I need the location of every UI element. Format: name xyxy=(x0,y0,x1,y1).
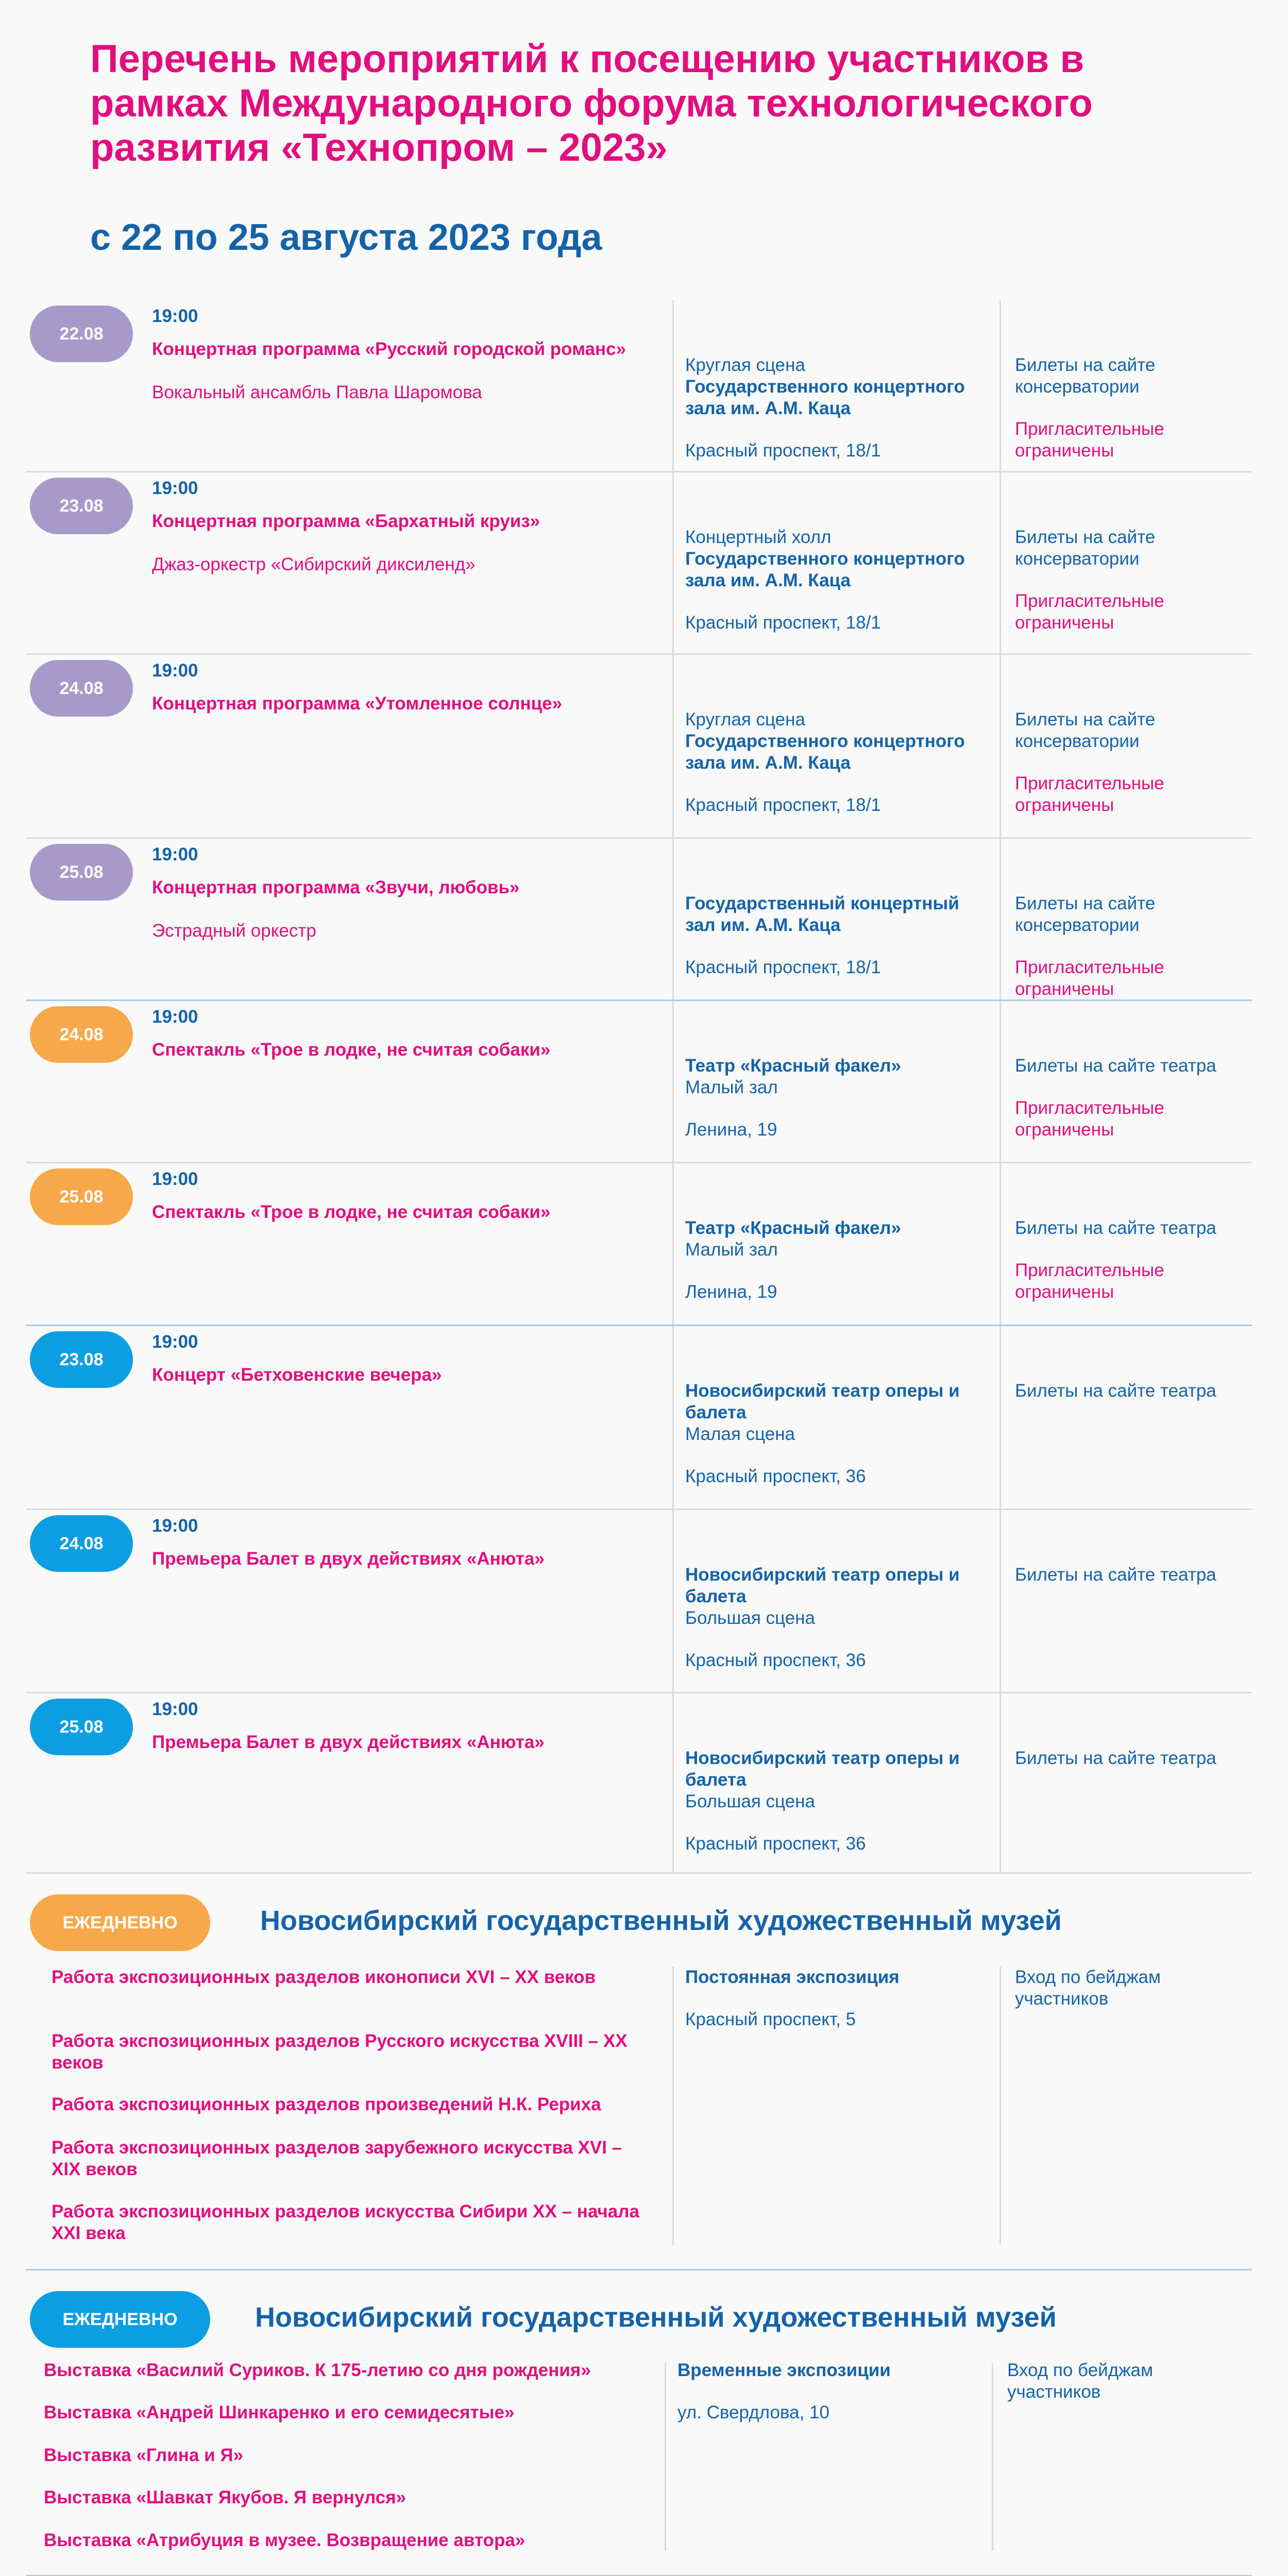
event-name: Концерт «Бетховенские вечера» xyxy=(152,1365,442,1385)
museum-title: Новосибирский государственный художественный музей xyxy=(260,1905,1062,1936)
venue-name: Новосибирский театр оперы и балета xyxy=(685,1565,960,1606)
column-divider xyxy=(672,655,674,837)
invite-note: Пригласительные ограничены xyxy=(1015,957,1164,999)
venue xyxy=(685,354,989,462)
invite-note: Пригласительные ограничены xyxy=(1015,419,1164,461)
tickets-note: Билеты на сайте консерватории xyxy=(1015,527,1156,569)
venue xyxy=(685,1748,989,1855)
invite-note: Пригласительные ограничены xyxy=(1015,1098,1164,1140)
date-badge: 25.08 xyxy=(30,1699,133,1755)
invite-note: Пригласительные ограничены xyxy=(1015,591,1164,633)
event-name: Спектакль «Трое в лодке, не считая собаки» xyxy=(152,1040,551,1060)
venue-name: Государственного концертного зала им. А.М. Каца xyxy=(685,731,965,773)
ticket-info xyxy=(1015,1748,1231,1769)
column-divider xyxy=(999,300,1001,471)
venue-address: Ленина, 19 xyxy=(685,1282,777,1302)
venue-name: Новосибирский театр оперы и балета xyxy=(685,1748,960,1790)
venue xyxy=(685,1564,989,1671)
exhibit-item: Работа экспозиционных разделов произведений Н.К. Рериха xyxy=(52,2094,601,2114)
venue-hall: Большая сцена xyxy=(685,1791,815,1811)
event-row xyxy=(26,655,1252,839)
event-row xyxy=(26,1693,1252,1874)
date-badge: 22.08 xyxy=(30,306,133,362)
column-divider xyxy=(672,1163,674,1325)
tickets-note: Билеты на сайте театра xyxy=(1015,1748,1216,1768)
column-divider xyxy=(999,1163,1001,1325)
ticket-info xyxy=(1015,709,1231,816)
venue-name: Театр «Красный факел» xyxy=(685,1218,901,1238)
museum-address: Красный проспект, 5 xyxy=(685,2009,856,2029)
museum-address: ул. Свердлова, 10 xyxy=(677,2402,829,2422)
event-time: 19:00 xyxy=(152,1007,198,1027)
column-divider xyxy=(672,300,674,471)
exhibit-item: Выставка «Андрей Шинкаренко и его семидесятые» xyxy=(44,2402,515,2422)
event-time: 19:00 xyxy=(152,1516,198,1536)
exhibit-item: Выставка «Глина и Я» xyxy=(44,2445,243,2465)
venue-hall: Большая сцена xyxy=(685,1608,815,1628)
venue xyxy=(685,1380,989,1487)
event-name: Концертная программа «Звучи, любовь» xyxy=(152,877,520,897)
venue-address: Красный проспект, 18/1 xyxy=(685,613,881,633)
exhibit-item: Работа экспозиционных разделов Русского искусства XVIII – XX веков xyxy=(52,2031,628,2073)
column-divider xyxy=(999,1693,1001,1872)
column-divider xyxy=(665,2363,666,2551)
venue-hall: Малая сцена xyxy=(685,1424,795,1444)
column-divider xyxy=(672,1510,674,1692)
museum-section xyxy=(26,1874,1252,2270)
exhibit-item: Выставка «Шавкат Якубов. Я вернулся» xyxy=(44,2487,406,2507)
venue-address: Красный проспект, 18/1 xyxy=(685,795,881,815)
tickets-note: Билеты на сайте театра xyxy=(1015,1565,1216,1585)
event-row xyxy=(26,1163,1252,1326)
venue xyxy=(685,527,989,634)
ticket-info xyxy=(1015,893,1231,1000)
venue xyxy=(685,1055,989,1141)
tickets-note: Билеты на сайте театра xyxy=(1015,1218,1216,1238)
column-divider xyxy=(672,1967,674,2245)
venue-address: Красный проспект, 36 xyxy=(685,1650,866,1670)
event-row xyxy=(26,300,1252,472)
column-divider xyxy=(999,1001,1001,1162)
venue-name: Государственного концертного зала им. А.М. Каца xyxy=(685,549,965,590)
event-name: Концертная программа «Бархатный круиз» xyxy=(152,511,540,531)
column-divider xyxy=(999,1967,1001,2245)
column-divider xyxy=(992,2363,993,2551)
column-divider xyxy=(999,472,1001,653)
column-divider xyxy=(999,1510,1001,1692)
column-divider xyxy=(999,1326,1001,1509)
date-badge: 24.08 xyxy=(30,1515,133,1572)
column-divider xyxy=(672,839,674,999)
event-row xyxy=(26,1510,1252,1693)
event-row xyxy=(26,839,1252,1001)
date-badge: 25.08 xyxy=(30,1168,133,1225)
event-row xyxy=(26,1001,1252,1163)
column-divider xyxy=(999,839,1001,999)
venue-address: Красный проспект, 18/1 xyxy=(685,957,881,977)
venue-address: Красный проспект, 18/1 xyxy=(685,440,881,461)
tickets-note: Билеты на сайте консерватории xyxy=(1015,355,1156,397)
event-time: 19:00 xyxy=(152,478,198,498)
date-badge: 23.08 xyxy=(30,1331,133,1388)
event-subtitle: Вокальный ансамбль Павла Шаромова xyxy=(152,382,482,402)
venue-name: Новосибирский театр оперы и балета xyxy=(685,1381,960,1422)
museum-title: Новосибирский государственный художественный музей xyxy=(255,2302,1057,2333)
venue-address: Красный проспект, 36 xyxy=(685,1834,866,1854)
column-divider xyxy=(672,1326,674,1509)
event-subtitle: Эстрадный оркестр xyxy=(152,921,316,941)
date-badge: 24.08 xyxy=(30,660,133,717)
column-divider xyxy=(672,1001,674,1162)
date-badge: 24.08 xyxy=(30,1006,133,1063)
venue-address: Красный проспект, 36 xyxy=(685,1466,866,1486)
exhibit-item: Работа экспозиционных разделов зарубежного искусства XVI – XIX веков xyxy=(52,2138,622,2179)
venue-name: Театр «Красный факел» xyxy=(685,1056,901,1076)
venue-hall: Малый зал xyxy=(685,1077,778,1097)
tickets-note: Билеты на сайте театра xyxy=(1015,1381,1216,1401)
event-time: 19:00 xyxy=(152,1699,198,1719)
exhibition-type: Постоянная экспозиция xyxy=(685,1967,900,1987)
event-name: Премьера Балет в двух действиях «Анюта» xyxy=(152,1549,545,1569)
venue xyxy=(685,709,989,816)
venue-hall: Малый зал xyxy=(685,1240,778,1260)
tickets-note: Билеты на сайте театра xyxy=(1015,1056,1216,1076)
exhibit-item: Работа экспозиционных разделов иконописи XVI – XX веков xyxy=(52,1967,596,1987)
event-time: 19:00 xyxy=(152,1332,198,1352)
ticket-info xyxy=(1015,1217,1231,1303)
daily-badge: ЕЖЕДНЕВНО xyxy=(30,2291,210,2348)
ticket-info xyxy=(1015,354,1231,462)
venue xyxy=(685,893,989,978)
ticket-info xyxy=(1015,1055,1231,1141)
invite-note: Пригласительные ограничены xyxy=(1015,1260,1164,1302)
entry-note: Вход по бейджам участников xyxy=(1015,1967,1161,2009)
event-row xyxy=(26,472,1252,655)
exhibit-item: Выставка «Атрибуция в музее. Возвращение автора» xyxy=(44,2530,526,2550)
exhibition-type: Временные экспозиции xyxy=(677,2360,891,2380)
column-divider xyxy=(999,655,1001,837)
tickets-note: Билеты на сайте консерватории xyxy=(1015,709,1156,751)
event-time: 19:00 xyxy=(152,306,198,326)
daily-badge: ЕЖЕДНЕВНО xyxy=(30,1894,210,1951)
event-time: 19:00 xyxy=(152,844,198,865)
venue-hall: Концертный холл xyxy=(685,527,832,547)
column-divider xyxy=(672,472,674,653)
venue xyxy=(685,1217,989,1303)
event-subtitle: Джаз-оркестр «Сибирский диксиленд» xyxy=(152,554,476,574)
ticket-info xyxy=(1015,1564,1231,1586)
event-name: Концертная программа «Русский городской романс» xyxy=(152,339,626,359)
venue-name: Государственного концертного зала им. А.М. Каца xyxy=(685,377,965,418)
tickets-note: Билеты на сайте консерватории xyxy=(1015,893,1156,935)
ticket-info xyxy=(1015,1380,1231,1402)
venue-hall: Круглая сцена xyxy=(685,355,805,375)
page-title: Перечень мероприятий к посещению участников в рамках Международного форума технологического развития «Технопром – 2023» xyxy=(90,37,1093,170)
entry-note: Вход по бейджам участников xyxy=(1007,2360,1154,2402)
date-range: с 22 по 25 августа 2023 года xyxy=(90,217,602,258)
invite-note: Пригласительные ограничены xyxy=(1015,773,1164,815)
venue-name: Государственный концертный зал им. А.М. Каца xyxy=(685,893,959,935)
date-badge: 25.08 xyxy=(30,844,133,901)
event-name: Спектакль «Трое в лодке, не считая собаки» xyxy=(152,1202,551,1222)
museum-section xyxy=(26,2270,1252,2576)
event-row xyxy=(26,1326,1252,1510)
exhibit-item: Выставка «Василий Суриков. К 175-летию со дня рождения» xyxy=(44,2360,591,2380)
event-time: 19:00 xyxy=(152,660,198,681)
event-name: Премьера Балет в двух действиях «Анюта» xyxy=(152,1732,545,1752)
column-divider xyxy=(672,1693,674,1872)
venue-hall: Круглая сцена xyxy=(685,709,805,730)
ticket-info xyxy=(1015,527,1231,634)
event-name: Концертная программа «Утомленное солнце» xyxy=(152,693,563,714)
event-time: 19:00 xyxy=(152,1169,198,1189)
venue-address: Ленина, 19 xyxy=(685,1120,777,1140)
date-badge: 23.08 xyxy=(30,478,133,534)
exhibit-item: Работа экспозиционных разделов искусства Сибири XX – начала XXI века xyxy=(52,2201,639,2243)
